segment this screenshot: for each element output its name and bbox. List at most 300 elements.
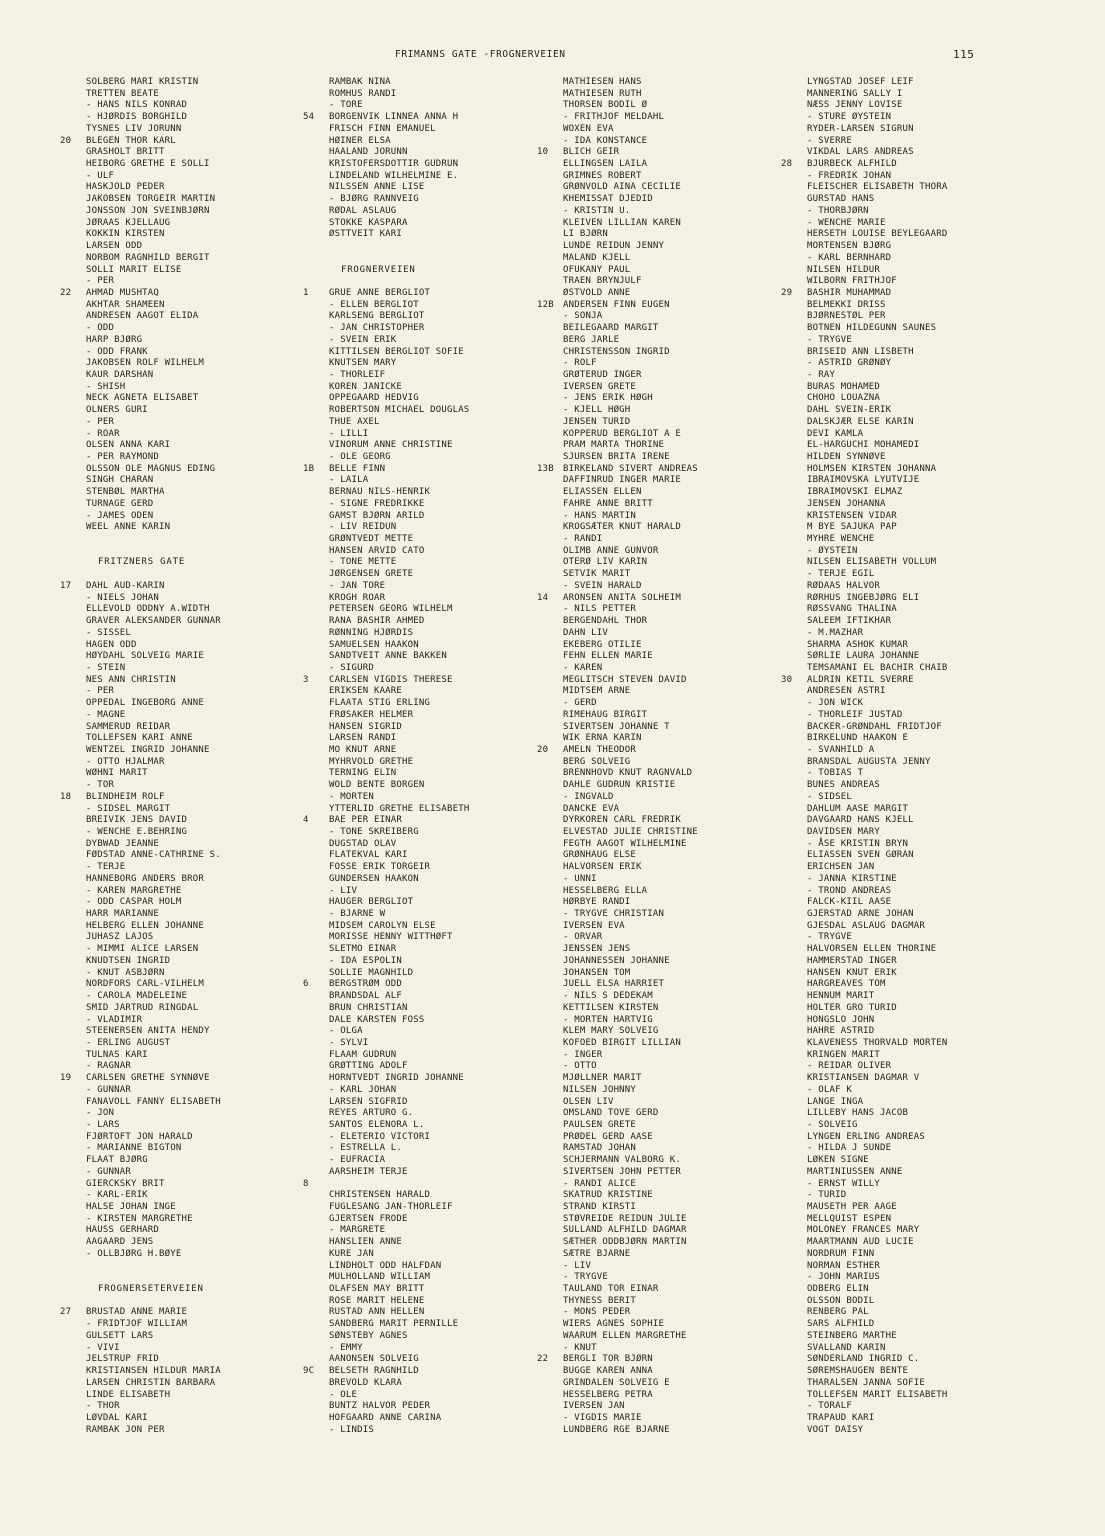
directory-entry (60, 663, 315, 675)
house-number (60, 1425, 86, 1437)
resident-name: IVERSEN GRETE (563, 381, 637, 392)
directory-entry (781, 1425, 1036, 1437)
resident-name: GRØTTING ADOLF (329, 1061, 408, 1072)
house-number (303, 358, 329, 370)
directory-entry (303, 1307, 558, 1319)
resident-name: FRISCH FINN EMANUEL (329, 123, 436, 134)
resident-name: - KNUT ASBJØRN (86, 967, 165, 978)
resident-name: JAKOBSEN ROLF WILHELM (86, 358, 204, 369)
resident-name: FLATEKVAL KARI (329, 850, 408, 861)
resident-name: HANSEN KNUT ERIK (807, 967, 897, 978)
directory-entry (60, 1108, 315, 1120)
house-number (537, 229, 563, 241)
resident-name: HASKJOLD PEDER (86, 182, 165, 193)
resident-name: ROBERTSON MICHAEL DOUGLAS (329, 405, 470, 416)
resident-name: BLINDHEIM ROLF (86, 791, 165, 802)
house-number (60, 1038, 86, 1050)
resident-name: BAE PER EINAR (329, 815, 403, 826)
house-number (781, 1390, 807, 1402)
house-number (60, 1354, 86, 1366)
resident-name: KITTILSEN BERGLIOT SOFIE (329, 346, 464, 357)
resident-name: WAARUM ELLEN MARGRETHE (563, 1330, 687, 1341)
resident-name: - KARL JOHAN (329, 1084, 397, 1095)
resident-name: DAHL AUD-KARIN (86, 580, 165, 591)
resident-name: JENSEN TURID (563, 416, 631, 427)
resident-name: BJØRNESTØL PER (807, 311, 886, 322)
directory-entry (303, 1343, 558, 1355)
directory-entry (303, 839, 558, 851)
house-number (303, 1331, 329, 1343)
house-number (537, 640, 563, 652)
house-number (303, 499, 329, 511)
house-number (60, 604, 86, 616)
house-number (303, 218, 329, 230)
resident-name: BRENNHOVD KNUT RAGNVALD (563, 768, 693, 779)
directory-entry (60, 534, 315, 546)
house-number (303, 1249, 329, 1261)
resident-name: DANCKE EVA (563, 803, 620, 814)
directory-entry (781, 1202, 1036, 1214)
resident-name: WOXEN EVA (563, 123, 614, 134)
house-number (537, 804, 563, 816)
house-number (303, 1413, 329, 1425)
resident-name: ØSTTVEIT KARI (329, 229, 403, 240)
resident-name: SJURSEN BRITA IRENE (563, 452, 670, 462)
resident-name: JELSTRUP FRID (86, 1354, 160, 1365)
house-number (537, 417, 563, 429)
resident-name: KNUTSEN MARY (329, 358, 397, 369)
resident-name: IBRAIMOVSKA LYUTVIJE (807, 475, 920, 486)
resident-name: HAHRE ASTRID (807, 1026, 875, 1037)
directory-entry (781, 171, 1036, 183)
resident-name: BERGSTRØM ODD (329, 979, 403, 990)
resident-name: REYES ARTURO G. (329, 1108, 414, 1119)
house-number (537, 288, 563, 300)
resident-name: BELMEKKI DRISS (807, 299, 886, 310)
house-number (537, 1331, 563, 1343)
house-number: 22 (537, 1354, 549, 1365)
resident-name: - SOLVEIG (807, 1119, 858, 1130)
resident-name: FALCK-KIIL AASE (807, 897, 892, 908)
resident-name: - WENCHE E.BEHRING (86, 827, 188, 837)
house-number (60, 1366, 86, 1378)
house-number (537, 136, 563, 148)
house-number (60, 593, 86, 605)
house-number (781, 1015, 807, 1027)
resident-name: HAUGER BERGLIOT (329, 897, 414, 908)
house-number (537, 581, 563, 593)
house-number (781, 452, 807, 464)
directory-entry (303, 370, 558, 382)
directory-entry (303, 335, 558, 347)
directory-entry (781, 475, 1036, 487)
resident-name: SOLLI MARIT ELISE (86, 264, 182, 275)
directory-entry (781, 1155, 1036, 1167)
resident-name: BERG JARLE (563, 334, 620, 345)
directory-entry (303, 1179, 558, 1191)
house-number (60, 815, 86, 827)
house-number (60, 429, 86, 441)
directory-entry (537, 265, 792, 277)
house-number (537, 1202, 563, 1214)
house-number (60, 839, 86, 851)
directory-entry (781, 206, 1036, 218)
directory-entry (781, 909, 1036, 921)
directory-entry (60, 182, 315, 194)
directory-entry (781, 1225, 1036, 1237)
house-number (781, 956, 807, 968)
resident-name: KOFOED BIRGIT LILLIAN (563, 1037, 681, 1048)
house-number (303, 569, 329, 581)
house-number (781, 218, 807, 230)
directory-entry (781, 522, 1036, 534)
directory-entry (537, 1343, 792, 1355)
house-number (781, 932, 807, 944)
resident-name: DEVI KAMLA (807, 428, 864, 439)
house-number (537, 265, 563, 277)
directory-entry (60, 1343, 315, 1355)
directory-entry (781, 874, 1036, 886)
directory-entry (781, 218, 1036, 230)
resident-name: KNUDTSEN INGRID (86, 955, 171, 966)
column-4 (781, 77, 1036, 1436)
resident-name: STRAND KIRSTI (563, 1202, 637, 1212)
house-number (303, 640, 329, 652)
resident-name: TEMSAMANI EL BACHIR CHAIB (807, 662, 948, 673)
house-number (60, 464, 86, 476)
resident-name: - KAREN MARGRETHE (86, 885, 182, 896)
resident-name: - SIDSEL MARGIT (86, 803, 171, 814)
directory-entry (303, 89, 558, 101)
directory-entry (781, 862, 1036, 874)
resident-name: NILSEN JOHNNY (563, 1084, 637, 1095)
resident-name: HANSLIEN ANNE (329, 1237, 403, 1248)
resident-name: KRISTIANSEN HILDUR MARIA (86, 1366, 221, 1377)
house-number (303, 182, 329, 194)
directory-entry (781, 581, 1036, 593)
house-number (781, 1061, 807, 1073)
directory-entry (60, 932, 315, 944)
directory-entry (537, 288, 792, 300)
directory-entry (537, 1331, 792, 1343)
house-number (781, 499, 807, 511)
directory-entry (537, 77, 792, 89)
directory-entry (781, 487, 1036, 499)
resident-name: DAHL SVEIN-ERIK (807, 405, 892, 416)
resident-name: - TRYGVE CHRISTIAN (563, 909, 665, 920)
house-number (781, 347, 807, 359)
resident-name: FRØSAKER HELMER (329, 709, 414, 720)
directory-entry (537, 604, 792, 616)
directory-entry (537, 1390, 792, 1402)
directory-entry (537, 1108, 792, 1120)
house-number (537, 206, 563, 218)
house-number (781, 1249, 807, 1261)
resident-name: FJØRTOFT JON HARALD (86, 1131, 193, 1142)
house-number (303, 557, 329, 569)
resident-name: EL-HARGUCHI MOHAMEDI (807, 440, 920, 451)
house-number (781, 968, 807, 980)
house-number (303, 147, 329, 159)
directory-entry (60, 991, 315, 1003)
directory-entry (303, 1190, 558, 1202)
house-number (303, 897, 329, 909)
directory-entry (781, 1319, 1036, 1331)
directory-entry (303, 124, 558, 136)
directory-entry (781, 546, 1036, 558)
house-number (781, 815, 807, 827)
resident-name: - LINDIS (329, 1424, 374, 1435)
directory-entry (537, 136, 792, 148)
directory-entry (537, 1026, 792, 1038)
directory-entry (781, 1214, 1036, 1226)
resident-name: ELIASSEN ELLEN (563, 487, 642, 498)
directory-entry (781, 440, 1036, 452)
house-number (781, 335, 807, 347)
resident-name: LANGE INGA (807, 1096, 864, 1107)
resident-name: DUGSTAD OLAV (329, 838, 397, 849)
resident-name: SIVERTSEN JOHN PETTER (563, 1166, 681, 1177)
resident-name: DYRKOREN CARL FREDRIK (563, 815, 681, 826)
resident-name: JØRGENSEN GRETE (329, 569, 414, 580)
directory-entry (781, 979, 1036, 991)
directory-entry (537, 311, 792, 323)
resident-name: - OLGA (329, 1026, 363, 1037)
directory-entry (781, 429, 1036, 441)
directory-entry (303, 921, 558, 933)
house-number (537, 323, 563, 335)
directory-entry (781, 675, 1036, 687)
resident-name: SULLAND ALFHILD DAGMAR (563, 1225, 687, 1236)
directory-entry (781, 1366, 1036, 1378)
directory-entry (60, 171, 315, 183)
resident-name: DYBWAD JEANNE (86, 838, 160, 849)
house-number (781, 393, 807, 405)
directory-entry (537, 1401, 792, 1413)
house-number: 17 (60, 580, 72, 591)
directory-entry (537, 616, 792, 628)
resident-name: - VIGDIS MARIE (563, 1412, 642, 1423)
directory-entry (60, 218, 315, 230)
house-number (781, 921, 807, 933)
directory-entry (60, 768, 315, 780)
house-number (303, 417, 329, 429)
resident-name: MEGLITSCH STEVEN DAVID (563, 674, 687, 685)
house-number (537, 335, 563, 347)
directory-entry (537, 757, 792, 769)
house-number (60, 862, 86, 874)
house-number (537, 862, 563, 874)
directory-entry (781, 1249, 1036, 1261)
directory-entry (537, 417, 792, 429)
directory-entry (60, 1413, 315, 1425)
resident-name: HAGEN ODD (86, 639, 137, 650)
resident-name: LØKEN SIGNE (807, 1155, 869, 1166)
house-number (781, 1425, 807, 1437)
directory-entry (303, 804, 558, 816)
resident-name: BERNAU NILS-HENRIK (329, 487, 431, 498)
house-number (781, 745, 807, 757)
resident-name: GRUE ANNE BERGLIOT (329, 287, 431, 298)
house-number (781, 194, 807, 206)
resident-name: DALSKJÆR ELSE KARIN (807, 416, 914, 427)
resident-name: WIK ERNA KARIN (563, 733, 642, 744)
resident-name: RAMBAK JON PER (86, 1424, 165, 1435)
directory-entry (537, 979, 792, 991)
resident-name: MARTINIUSSEN ANNE (807, 1166, 903, 1177)
directory-entry (303, 241, 558, 253)
house-number (60, 1296, 86, 1308)
directory-entry (537, 1003, 792, 1015)
house-number (537, 487, 563, 499)
house-number (537, 124, 563, 136)
directory-entry (537, 253, 792, 265)
directory-entry (537, 991, 792, 1003)
directory-entry (537, 932, 792, 944)
street-heading (303, 265, 558, 277)
resident-name: KROGSÆTER KNUT HARALD (563, 522, 681, 533)
house-number (60, 147, 86, 159)
directory-entry (781, 382, 1036, 394)
house-number (303, 745, 329, 757)
directory-entry (60, 1214, 315, 1226)
resident-name: BREVOLD KLARA (329, 1377, 403, 1388)
house-number (303, 522, 329, 534)
directory-entry (60, 581, 315, 593)
directory-entry (781, 300, 1036, 312)
resident-name: PRØDEL GERD AASE (563, 1131, 653, 1142)
directory-entry (60, 979, 315, 991)
house-number (303, 405, 329, 417)
directory-entry (303, 850, 558, 862)
resident-name: SIVERTSEN JOHANNE T (563, 721, 670, 732)
resident-name: BREIVIK JENS DAVID (86, 815, 188, 826)
directory-entry (60, 1097, 315, 1109)
directory-entry (303, 253, 558, 265)
directory-entry (303, 147, 558, 159)
directory-entry (781, 1272, 1036, 1284)
directory-entry (60, 159, 315, 171)
resident-name: FØDSTAD ANNE-CATHRINE S. (86, 850, 221, 861)
directory-entry (537, 850, 792, 862)
house-number (537, 979, 563, 991)
resident-name: JENSSEN JENS (563, 944, 631, 955)
house-number (60, 804, 86, 816)
directory-entry (537, 440, 792, 452)
resident-name: BASHIR MUHAMMAD (807, 287, 892, 298)
directory-entry (781, 417, 1036, 429)
resident-name: SINGH CHARAN (86, 475, 154, 486)
resident-name: - JANNA KIRSTINE (807, 873, 897, 884)
resident-name: NORBOM RAGNHILD BERGIT (86, 252, 210, 263)
street-name: FROGNERSETERVEIEN (98, 1284, 204, 1295)
house-number (537, 991, 563, 1003)
resident-name: GRØNTVEDT METTE (329, 534, 414, 545)
resident-name: OPPEDAL INGEBORG ANNE (86, 698, 204, 709)
house-number (537, 171, 563, 183)
resident-name: FANAVOLL FANNY ELISABETH (86, 1096, 221, 1107)
house-number (537, 1132, 563, 1144)
resident-name: OLSSON BODIL (807, 1295, 875, 1306)
resident-name: TRETTEN BEATE (86, 88, 160, 99)
resident-name: ANDRESEN AAGOT ELIDA (86, 311, 199, 322)
house-number (781, 792, 807, 804)
house-number (303, 1050, 329, 1062)
house-number (537, 710, 563, 722)
resident-name: MOLONEY FRANCES MARY (807, 1225, 920, 1236)
resident-name: HAMMERSTAD INGER (807, 955, 897, 966)
house-number (781, 382, 807, 394)
directory-entry (303, 1085, 558, 1097)
resident-name: MIDTSEM ARNE (563, 686, 631, 697)
directory-entry (781, 850, 1036, 862)
house-number (781, 182, 807, 194)
house-number (60, 557, 86, 569)
house-number (303, 1401, 329, 1413)
directory-entry (781, 159, 1036, 171)
directory-entry (781, 886, 1036, 898)
resident-name: HANSEN ARVID CATO (329, 545, 425, 556)
directory-entry (60, 686, 315, 698)
house-number (781, 253, 807, 265)
resident-name: SAMUELSEN HAAKON (329, 639, 419, 650)
directory-entry (781, 991, 1036, 1003)
resident-name: NÆSS JENNY LOVISE (807, 100, 903, 111)
resident-name: NORDFORS CARL-VILHELM (86, 979, 204, 990)
resident-name: - JAN TORE (329, 580, 386, 591)
resident-name: - IDA KONSTANCE (563, 135, 648, 146)
resident-name: - GERD (563, 698, 597, 709)
directory-entry (303, 1354, 558, 1366)
house-number (537, 827, 563, 839)
house-number (537, 241, 563, 253)
directory-entry (781, 757, 1036, 769)
house-number (60, 1390, 86, 1402)
directory-entry (303, 569, 558, 581)
directory-entry (60, 253, 315, 265)
house-number (303, 452, 329, 464)
directory-entry (537, 546, 792, 558)
house-number (781, 1120, 807, 1132)
resident-name: ELIASSEN SVEN GØRAN (807, 850, 914, 861)
house-number (781, 136, 807, 148)
directory-entry (537, 1272, 792, 1284)
resident-name: - SISSEL (86, 627, 131, 638)
resident-name: HOLTER GRO TURID (807, 1002, 897, 1013)
resident-name: - KJELL HØGH (563, 405, 631, 416)
house-number (537, 733, 563, 745)
resident-name: - TRYGVE (807, 334, 852, 345)
resident-name: LARSEN SIGFRID (329, 1096, 408, 1107)
resident-name: - KRISTIN U. (563, 205, 631, 216)
resident-name: SKATRUD KRISTINE (563, 1190, 653, 1201)
house-number (60, 534, 86, 546)
directory-entry (303, 909, 558, 921)
directory-entry (781, 897, 1036, 909)
directory-entry (303, 710, 558, 722)
house-number (60, 77, 86, 89)
directory-entry (537, 886, 792, 898)
resident-name: - BJARNE W (329, 909, 386, 920)
resident-name: SØNDERLAND INGRID C. (807, 1354, 920, 1365)
house-number (60, 265, 86, 277)
resident-name: SOLBERG MARI KRISTIN (86, 77, 199, 87)
resident-name: HALSE JOHAN INGE (86, 1202, 176, 1212)
directory-entry (537, 358, 792, 370)
resident-name: FLAAM GUDRUN (329, 1049, 397, 1060)
house-number: 4 (303, 815, 309, 826)
directory-entry (537, 1214, 792, 1226)
